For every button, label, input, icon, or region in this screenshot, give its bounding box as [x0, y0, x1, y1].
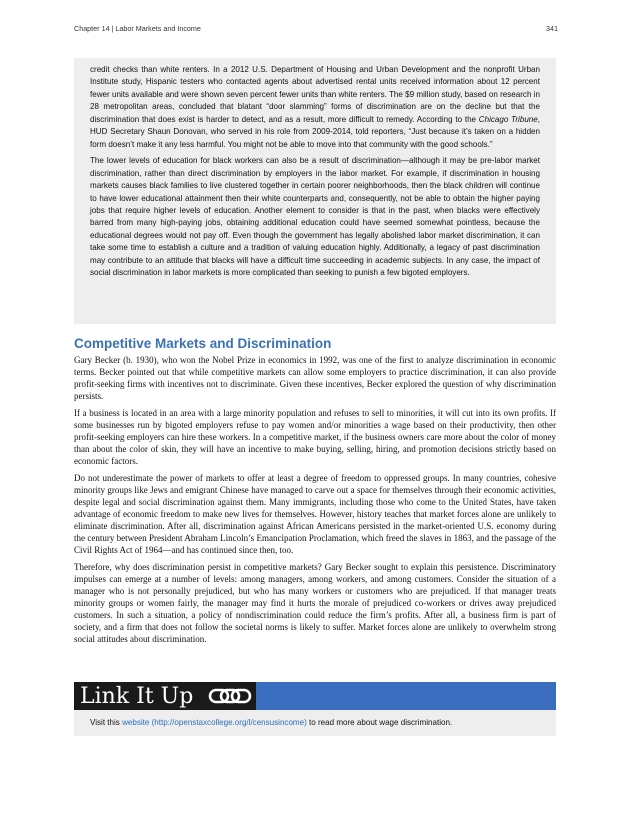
source-title: Chicago Tribune [478, 114, 538, 124]
body-paragraph: Gary Becker (b. 1930), who won the Nobel Prize in economics in 1992, was one of the first to analyze discrimination in economic terms. Becker pointed out that while competitive markets can allow some employers to practice discrimination, it can also provide profit-seeking firms with incentives not to discriminate. Given these incentives, Becker explored the question of why discrimination persists. [74, 355, 556, 401]
section-body [74, 354, 556, 650]
page-number: 341 [546, 24, 558, 33]
body-paragraph: Do not underestimate the power of markets to offer at least a degree of freedom to oppressed groups. In many countries, cohesive minority groups like Jews and emigrant Chinese have managed to carve out a space for themselves through their economic activities, despite legal and social discrimination against them. Many immigrants, including those who come to the United States, have taken advantage of economic freedom to make new lives for themselves. However, history teaches that market forces alone are unlikely to eliminate discrimination. After all, discrimination against African Americans persisted in the market-oriented U.S. economy during the century between President Abraham Lincoln’s Emancipation Proclamation, which freed the slaves in 1863, and the passage of the Civil Rights Act of 1964—and has continued since then, too. [74, 473, 556, 555]
running-head [74, 24, 558, 33]
feature-paragraph: credit checks than white renters. In a 2012 U.S. Department of Housing and Urban Development and the nonprofit Urban Institute study, Hispanic testers who contacted agents about advertised rental units received information about 12 percent fewer units available and were shown seven percent fewer units than white renters. The $9 million study, based on research in 28 metropolitan areas, concluded that blatant “door slamming” forms of discrimination are on the decline but that the discrimination that does exist is harder to detect, and as a result, more difficult to remedy. According to the Chicago Tribune, HUD Secretary Shaun Donovan, who served in his role from 2009-2014, told reporters, “Just because it’s taken on a hidden form doesn’t make it any less harmful. You might not be able to move into that community with the good schools.” [90, 65, 540, 149]
chapter-label: Chapter 14 | Labor Markets and Income [74, 24, 201, 33]
census-income-link[interactable]: website (http://openstaxcollege.org/l/censusincome) [122, 718, 307, 727]
feature-box [74, 58, 556, 324]
link-it-up-banner [74, 682, 556, 710]
chain-link-icon [208, 685, 252, 707]
body-paragraph: If a business is located in an area with a large minority population and refuses to sell to minorities, it will cut into its own profits. If some businesses run by bigoted employers refuse to pay women and/or minorities a wage based on their productivity, then other profit-seeking employers can hire these workers. In a competitive market, if the business owners care more about the color of money than about the color of skin, they will have an incentive to make buying, selling, hiring, and promotion decisions strictly based on economic factors. [74, 408, 556, 466]
link-it-up-title: Link It Up [80, 684, 194, 709]
section-heading: Competitive Markets and Discrimination [74, 336, 332, 351]
link-it-up-body: Visit this website (http://openstaxcollege.org/l/censusincome) to read more about wage discrimination. [74, 710, 556, 736]
feature-paragraph: The lower levels of education for black workers can also be a result of discrimination—although it may be pre-labor market discrimination, rather than direct discrimination by employers in the labor market. For example, if discrimination in housing markets causes black families to live clustered together in certain poorer neighborhoods, then the black children will continue to have lower educational attainment then their white counterparts and, consequently, not be able to obtain the higher paying jobs that require higher levels of education. Another element to consider is that in the past, when blacks were effectively barred from many high-paying jobs, obtaining additional education could have seemed somewhat pointless, because the educational degrees would not pay off. Even though the government has legally abolished labor market discrimination, it can take some time to establish a culture and a tradition of valuing education highly. Additionally, a legacy of past discrimination may contribute to an attitude that blacks will have a difficult time succeeding in academic subjects. In any case, the impact of social discrimination in labor markets is more complicated than seeking to punish a few bigoted employers. [90, 156, 540, 278]
body-paragraph: Therefore, why does discrimination persist in competitive markets? Gary Becker sought to explain this persistence. Discriminatory impulses can emerge at a number of levels: among managers, among workers, and among customers. Consider the situation of a manager who is not personally prejudiced, but who has many workers or customers who are prejudiced. If that manager treats minority groups or women fairly, the manager may find it hurts the morale of prejudiced co-workers or drives away prejudiced customers. In such a situation, a policy of nondiscrimination could reduce the firm’s profits. After all, a business firm is part of society, and a firm that does not follow the societal norms is likely to suffer. Market forces alone are unlikely to overwhelm strong social attitudes about discrimination. [74, 562, 556, 644]
